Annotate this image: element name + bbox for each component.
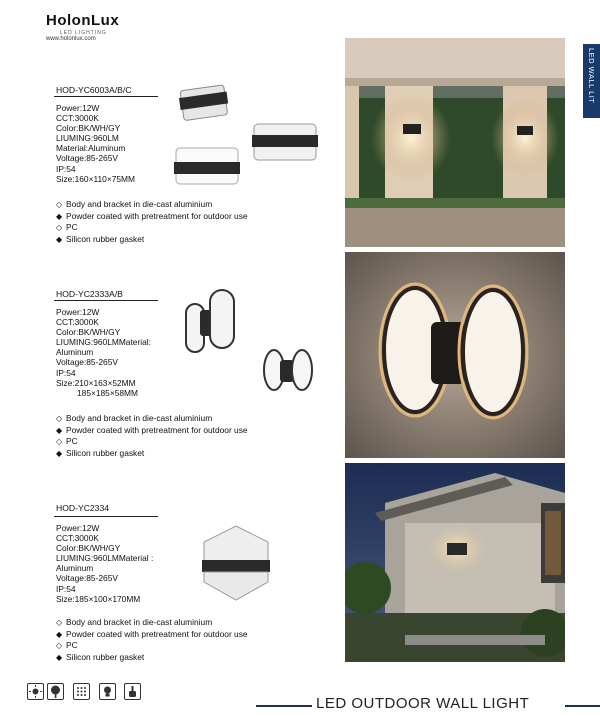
product-1-divider	[54, 96, 158, 97]
product-2-divider	[54, 300, 158, 301]
brand-url: www.holonlux.com	[46, 36, 96, 42]
product-2-photo	[345, 252, 565, 458]
product-1-specs: Power:12W CCT:3000K Color:BK/WH/GY LIUMING:960LM Material:Aluminum Voltage:85-265V IP:54 Size:160×110×75MM	[56, 103, 135, 184]
product-1-model: HOD-YC6003A/B/C	[56, 85, 132, 95]
side-category-tab	[583, 44, 600, 118]
product-3-specs: Power:12W CCT:3000K Color:BK/WH/GY LIUMING:960LMMaterial : Aluminum Voltage:85-265V IP:54 Size:185×100×170MM	[56, 523, 154, 604]
tree-icon	[47, 683, 64, 700]
footer-line-left	[256, 705, 312, 707]
footer-line-right	[565, 705, 600, 707]
bulb-icon	[99, 683, 116, 700]
product-3-image	[196, 522, 276, 604]
product-2-features: ◇ Body and bracket in die-cast aluminium ◆ Powder coated with pretreatment for outdoor use ◇ PC ◆ Silicon rubber gasket	[56, 413, 248, 458]
product-1-images	[168, 80, 328, 192]
product-3-divider	[54, 516, 158, 517]
brand-subtitle: LED LIGHTING	[60, 30, 107, 36]
lamp-6003b-image	[252, 124, 318, 160]
lamp-6003c-image	[174, 148, 240, 184]
footer-title: LED OUTDOOR WALL LIGHT	[316, 695, 530, 712]
brand-logo: HolonLux	[46, 12, 120, 29]
led-icon	[73, 683, 90, 700]
hand-icon	[124, 683, 141, 700]
product-3-model: HOD-YC2334	[56, 503, 110, 513]
lamp-2333b-image	[264, 350, 312, 390]
product-1-photo	[345, 38, 565, 247]
sun-icon	[27, 683, 44, 700]
lamp-2334-image	[202, 526, 270, 600]
lamp-6003a-image	[178, 85, 230, 121]
lamp-2333a-image	[186, 290, 234, 352]
product-1-features: ◇ Body and bracket in die-cast aluminium ◆ Powder coated with pretreatment for outdoor use ◇ PC ◆ Silicon rubber gasket	[56, 199, 248, 244]
product-3-features: ◇ Body and bracket in die-cast aluminium ◆ Powder coated with pretreatment for outdoor use ◇ PC ◆ Silicon rubber gasket	[56, 617, 248, 662]
product-2-images	[180, 286, 320, 398]
side-tab-label: LED WALL LIT	[587, 48, 596, 104]
product-3-photo	[345, 463, 565, 662]
product-2-model: HOD-YC2333A/B	[56, 289, 123, 299]
product-2-specs: Power:12W CCT:3000K Color:BK/WH/GY LIUMING:960LMMaterial: Aluminum Voltage:85-265V IP:54 Size:210×163×52MM 185×185×58MM	[56, 307, 151, 398]
